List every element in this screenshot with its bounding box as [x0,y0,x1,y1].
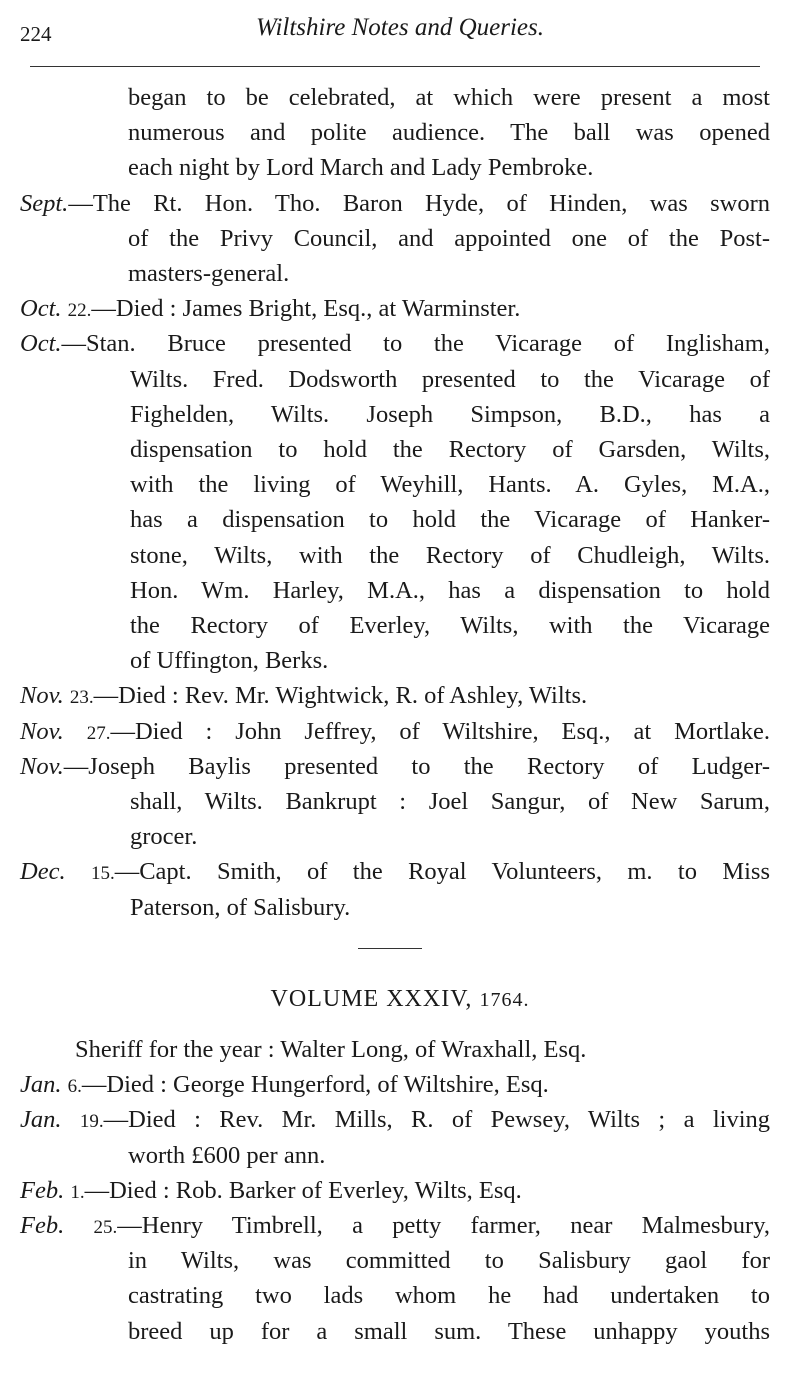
entry-text: —Died : George Hungerford, of Wiltshire, Esq. [81,1071,549,1099]
entry-line-dated [20,1067,770,1102]
entry-line [130,502,770,537]
entry-text: has a dispensation to hold the Vicarage of Hanker- [130,506,770,534]
entry-date-day: 1. [70,1181,85,1203]
entry-date-label: Feb. [20,1176,65,1204]
entry-line [130,538,770,573]
entry-date-day: 27. [86,722,111,744]
entry-text: Wilts. Fred. Dodsworth presented to the Vicarage of [130,365,770,393]
section-divider [358,948,422,949]
entry-text: —Henry Timbrell, a petty farmer, near Malmesbury, [117,1212,771,1239]
entry-text: numerous and polite audience. The ball was opened [128,119,770,147]
entry-text: —Capt. Smith, of the Royal Volunteers, m. to Miss [114,858,771,886]
entry-text: grocer. [130,823,198,851]
entry-text: stone, Wilts, with the Rectory of Chudleigh, Wilts. [130,541,770,569]
entry-line-dated [20,186,770,221]
entry-text: each night by Lord March and Lady Pembroke. [128,154,594,182]
entry-date-label: Jan. [20,1106,62,1134]
entry-line-dated [20,1208,770,1243]
entry-line [128,80,770,115]
entry-text: —Died : Rev. Mr. Wightwick, R. of Ashley, Wilts. [93,682,588,710]
entry-date-label: Dec. [20,858,66,886]
entry-date-day: 23. [69,687,94,709]
entry-date-label: Oct. [20,330,62,358]
entry-date-label: Nov. [20,717,64,745]
entry-line [128,221,770,256]
entry-line [130,397,770,432]
entry-line-dated [20,678,770,713]
entry-line-dated [20,1173,770,1208]
entry-date-day: 25. [93,1217,118,1238]
entry-line-dated [20,854,770,889]
entry-line [130,643,770,678]
entry-line [130,784,770,819]
entry-text: —Stan. Bruce presented to the Vicarage of Inglisham, [61,330,770,358]
entry-text: dispensation to hold the Rectory of Garsden, Wilts, [130,436,770,463]
entry-text: Paterson, of Salisbury. [130,893,351,921]
volume-heading [0,986,800,1013]
entry-line-dated [20,714,770,749]
entry-line [128,256,770,291]
entry-line [128,1138,770,1173]
entry-line-dated [20,326,770,361]
entry-text: Hon. Wm. Harley, M.A., has a dispensation to hold [130,576,770,604]
entry-line [130,432,770,467]
entry-line [128,1314,770,1349]
entry-text: —Died : John Jeffrey, of Wiltshire, Esq., at Mortlake. [110,717,770,745]
entry-date-label: Jan. [20,1071,62,1099]
entry-line [130,362,770,397]
running-title: Wiltshire Notes and Queries. [256,14,544,41]
entry-text: breed up for a small sum. These unhappy youths [128,1317,770,1345]
entry-date-label: Nov. [20,682,64,710]
entry-line-dated [20,749,770,784]
entry-line [128,1278,770,1313]
entry-date-label: Feb. [20,1212,65,1239]
entry-line [128,1243,770,1278]
entry-text: Sheriff for the year : Walter Long, of Wraxhall, Esq. [75,1036,587,1063]
entry-date-label: Nov. [20,752,64,780]
entry-text: —Died : Rob. Barker of Everley, Wilts, Esq. [84,1176,522,1204]
entry-line-dated [20,1102,770,1137]
entry-text: shall, Wilts. Bankrupt : Joel Sangur, of New Sarum, [130,788,770,815]
header-rule [30,66,760,67]
entry-text: —Joseph Baylis presented to the Rectory of Ludger- [63,752,770,780]
entry-date-day: 6. [67,1076,82,1098]
entry-text: Fighelden, Wilts. Joseph Simpson, B.D., has a [130,400,770,428]
entry-text: —Died : James Bright, Esq., at Warminster. [91,295,521,323]
entry-text: of Uffington, Berks. [130,647,329,675]
page-number: 224 [20,22,52,46]
volume-year: 1764. [479,989,530,1011]
entry-text: with the living of Weyhill, Hants. A. Gyles, M.A., [130,471,770,499]
entry-text: —Died : Rev. Mr. Mills, R. of Pewsey, Wilts ; a living [103,1106,771,1134]
entry-line [130,890,770,925]
entry-date-label: Oct. [20,295,62,323]
entry-line [128,115,770,150]
entry-line [130,608,770,643]
entry-date-label: Sept. [20,189,69,217]
entry-text: masters-general. [128,260,290,287]
entry-line [130,467,770,502]
entry-text: —The Rt. Hon. Tho. Baron Hyde, of Hinden, was sworn [68,189,770,217]
entry-line [75,1032,770,1067]
entry-date-day: 15. [90,863,115,885]
entry-date-day: 19. [79,1111,104,1133]
entry-text: castrating two lads whom he had undertaken to [128,1282,770,1310]
entry-text: the Rectory of Everley, Wilts, with the Vicarage [130,612,770,639]
entry-line [130,573,770,608]
entry-text: began to be celebrated, at which were present a most [128,84,770,111]
entry-line-dated [20,291,770,326]
entry-date-day: 22. [67,300,92,322]
entry-text: in Wilts, was committed to Salisbury gaol for [128,1247,770,1275]
entry-line [128,150,770,185]
entry-text: of the Privy Council, and appointed one of the Post- [128,224,770,252]
entry-text: worth £600 per ann. [128,1141,326,1169]
entry-line [130,819,770,854]
volume-title: VOLUME XXXIV, [270,986,473,1012]
